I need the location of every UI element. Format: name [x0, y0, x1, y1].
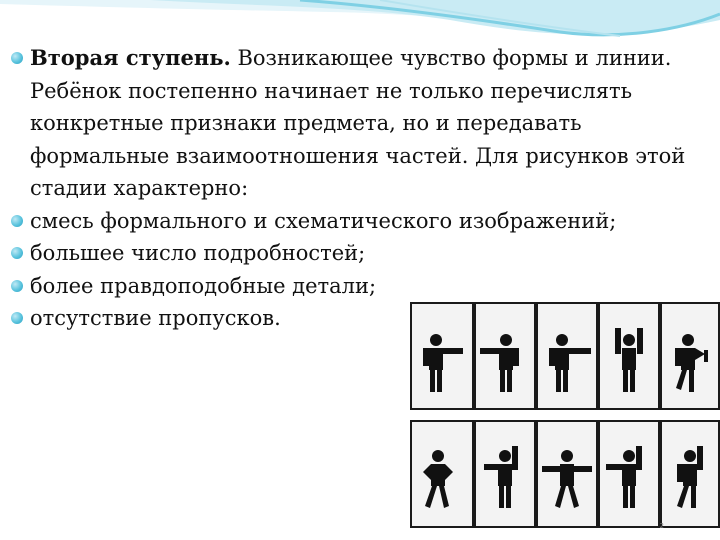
bullet-icon	[11, 280, 23, 292]
bullet-item-plausible-details	[10, 270, 710, 303]
page-number: 2	[659, 522, 664, 530]
figure-cell	[536, 302, 598, 410]
figure-row-bottom	[410, 420, 720, 528]
figure-cell	[410, 420, 474, 528]
figure-cell	[474, 420, 536, 528]
bullet-text: более правдоподобные детали;	[30, 273, 377, 298]
bullet-item-mixed-images	[10, 205, 710, 238]
stick-figure-icon	[662, 422, 718, 526]
stick-figure-icon	[538, 304, 596, 408]
figure-cell	[660, 420, 720, 528]
bullet-heading: Вторая ступень.	[30, 45, 231, 70]
bullet-icon	[11, 312, 23, 324]
bullet-item-more-details	[10, 237, 710, 270]
stick-figure-icon	[538, 422, 596, 526]
bullet-text: отсутствие пропусков.	[30, 306, 281, 330]
stick-figure-icon	[600, 422, 658, 526]
stick-figure-icon	[662, 304, 718, 408]
figure-cell	[536, 420, 598, 528]
bullet-text: смесь формального и схематического изображений;	[30, 208, 617, 233]
stick-figure-icon	[476, 422, 534, 526]
stick-figure-icon	[600, 304, 658, 408]
figure-cell	[410, 302, 474, 410]
figure-row-top	[410, 302, 720, 410]
bullet-text: Возникающее чувство формы и линии. Ребёнок постепенно начинает не только перечислять конкретные признаки предмета, но и передавать формальные взаимоотношения частей. Для рисунков этой стадии характерно:	[30, 46, 686, 200]
stick-figure-icon	[412, 422, 472, 526]
figure-cell	[598, 302, 660, 410]
bullet-icon	[11, 52, 23, 64]
bullet-list	[10, 42, 710, 335]
bullet-text: большее число подробностей;	[30, 241, 366, 265]
bullet-icon	[11, 215, 23, 227]
stick-figures-illustration	[410, 302, 720, 527]
stick-figure-icon	[412, 304, 472, 408]
stick-figure-icon	[476, 304, 534, 408]
figure-cell	[660, 302, 720, 410]
bullet-icon	[11, 247, 23, 259]
figure-cell	[474, 302, 536, 410]
bullet-item-second-stage	[10, 42, 710, 205]
figure-cell	[598, 420, 660, 528]
